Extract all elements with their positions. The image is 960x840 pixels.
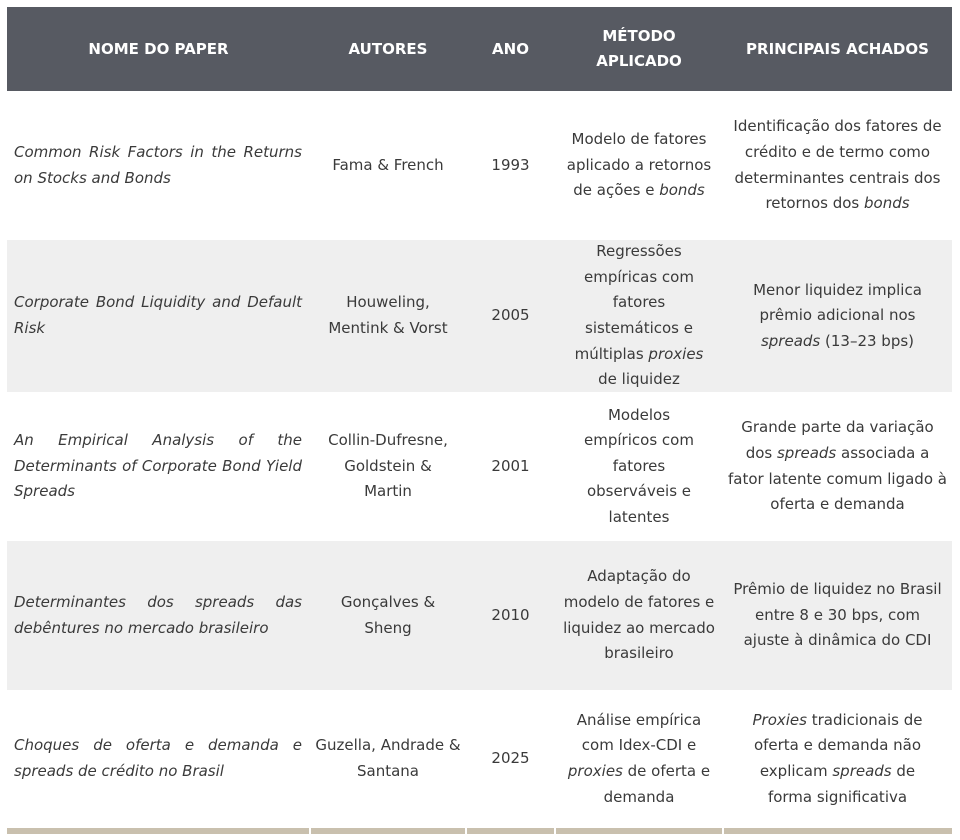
paper-title: An Empirical Analysis of the Determinants of Corporate Bond Yield Spreads [14, 431, 302, 501]
table-bottom-border [7, 828, 952, 834]
table-row [7, 240, 952, 392]
year: 2001 [491, 456, 530, 475]
findings: Menor liquidez implica prêmio adicional nos spreads (13–23 bps) [753, 280, 922, 350]
table-header [7, 7, 952, 91]
column-divider [465, 828, 467, 840]
year: 2025 [491, 749, 530, 768]
paper-title: Choques de oferta e demanda e spreads de crédito no Brasil [14, 736, 302, 780]
header-ano: ANO [492, 39, 529, 58]
authors: Collin-Dufresne, Goldstein & Martin [328, 431, 448, 501]
column-divider [309, 828, 311, 840]
findings: Grande parte da variação dos spreads associada a fator latente comum ligado à oferta e demanda [728, 418, 947, 514]
table-row [7, 541, 952, 690]
authors: Guzella, Andrade & Santana [315, 736, 461, 780]
authors: Fama & French [332, 155, 444, 174]
header-autores: AUTORES [348, 39, 428, 58]
header-paper: NOME DO PAPER [88, 39, 229, 58]
paper-title: Common Risk Factors in the Returns on Stocks and Bonds [14, 142, 302, 187]
header-achados: PRINCIPAIS ACHADOS [746, 39, 929, 58]
table-row [7, 392, 952, 541]
year: 2010 [491, 605, 530, 624]
header-metodo-line1: MÉTODO [602, 27, 676, 45]
paper-title: Determinantes dos spreads das debêntures no mercado brasileiro [14, 592, 302, 637]
year: 1993 [491, 155, 530, 174]
authors: Gonçalves & Sheng [340, 592, 436, 637]
header-metodo [555, 7, 723, 91]
method: Análise empírica com Idex-CDI e proxies de oferta e demanda [567, 710, 711, 806]
method: Modelo de fatores aplicado a retornos de ações e bonds [566, 130, 712, 200]
method: Modelos empíricos com fatores observáveis e latentes [584, 405, 694, 526]
findings: Identificação dos fatores de crédito e de termo como determinantes centrais dos retornos dos bonds [733, 117, 942, 213]
table-row [7, 91, 952, 240]
findings: Prêmio de liquidez no Brasil entre 8 e 30 bps, com ajuste à dinâmica do CDI [733, 580, 942, 650]
year: 2005 [491, 306, 530, 325]
findings: Proxies tradicionais de oferta e demanda não explicam spreads de forma significativa [752, 710, 923, 806]
column-divider [722, 828, 724, 840]
column-divider [554, 828, 556, 840]
authors: Houweling, Mentink & Vorst [328, 293, 448, 337]
table-row [7, 690, 952, 828]
method: Adaptação do modelo de fatores e liquidez ao mercado brasileiro [563, 567, 715, 663]
method: Regressões empíricas com fatores sistemáticos e múltiplas proxies de liquidez [574, 242, 704, 389]
header-metodo-line2: APLICADO [596, 52, 682, 70]
paper-title: Corporate Bond Liquidity and Default Risk [14, 293, 302, 337]
